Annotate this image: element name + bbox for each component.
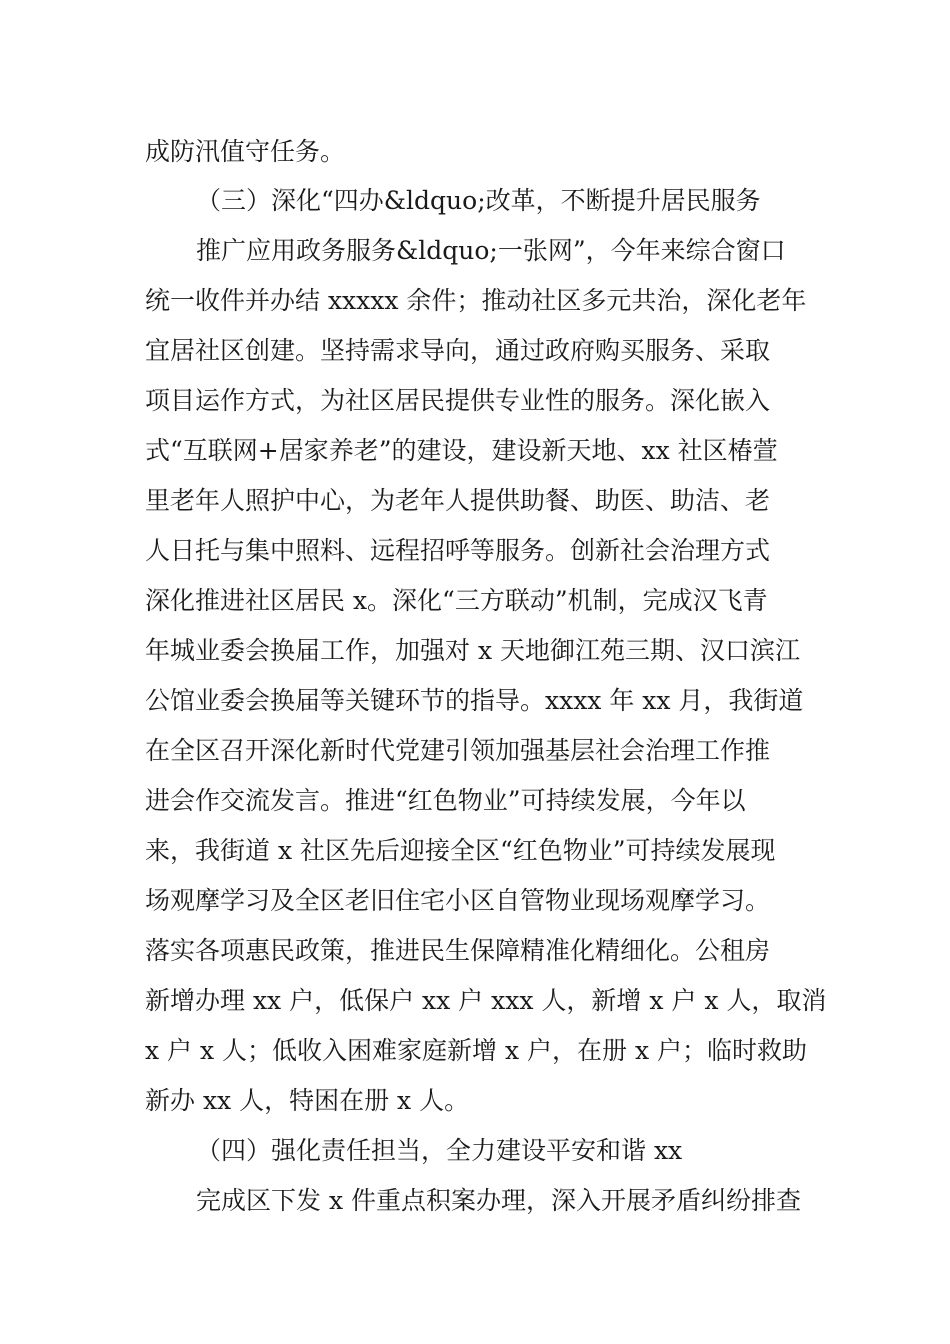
text-line: 新增办理 xx 户，低保户 xx 户 xxx 人，新增 x 户 x 人，取消 [145, 986, 827, 1015]
text-line: 进会作交流发言。推进“红色物业”可持续发展，今年以 [145, 786, 746, 815]
text-line: 宜居社区创建。坚持需求导向，通过政府购买服务、采取 [145, 336, 771, 365]
section-heading-3: （三）深化“四办&ldquo;改革，不断提升居民服务 [196, 186, 761, 215]
text-line: x 户 x 人；低收入困难家庭新增 x 户，在册 x 户；临时救助 [145, 1036, 808, 1065]
section-heading-4: （四）强化责任担当，全力建设平安和谐 xx [196, 1136, 683, 1165]
text-line: 年城业委会换届工作，加强对 x 天地御江苑三期、汉口滨江 [145, 636, 800, 665]
text-line: 在全区召开深化新时代党建引领加强基层社会治理工作推 [145, 736, 771, 765]
text-line: 公馆业委会换届等关键环节的指导。xxxx 年 xx 月，我街道 [145, 686, 804, 715]
text-line: 新办 xx 人，特困在册 x 人。 [145, 1086, 470, 1115]
text-line: 场观摩学习及全区老旧住宅小区自管物业现场观摩学习。 [145, 886, 771, 915]
text-line: 成防汛值守任务。 [145, 137, 346, 166]
text-line: 落实各项惠民政策，推进民生保障精准化精细化。公租房 [145, 936, 771, 965]
paragraph-first-line: 完成区下发 x 件重点积案办理，深入开展矛盾纠纷排查 [196, 1186, 801, 1215]
paragraph-first-line: 推广应用政务服务&ldquo;一张网”，今年来综合窗口 [196, 236, 786, 265]
text-line: 项目运作方式，为社区居民提供专业性的服务。深化嵌入 [145, 386, 771, 415]
text-line: 里老年人照护中心，为老年人提供助餐、助医、助洁、老 [145, 486, 771, 515]
text-line: 人日托与集中照料、远程招呼等服务。创新社会治理方式 [145, 536, 771, 565]
text-line: 式“互联网+居家养老”的建设，建设新天地、xx 社区椿萱 [145, 436, 778, 465]
text-line: 统一收件并办结 xxxxx 余件；推动社区多元共治，深化老年 [145, 286, 807, 315]
text-line: 来，我街道 x 社区先后迎接全区“红色物业”可持续发展现 [145, 836, 776, 865]
text-line: 深化推进社区居民 x。深化“三方联动”机制，完成汉飞青 [145, 586, 768, 615]
